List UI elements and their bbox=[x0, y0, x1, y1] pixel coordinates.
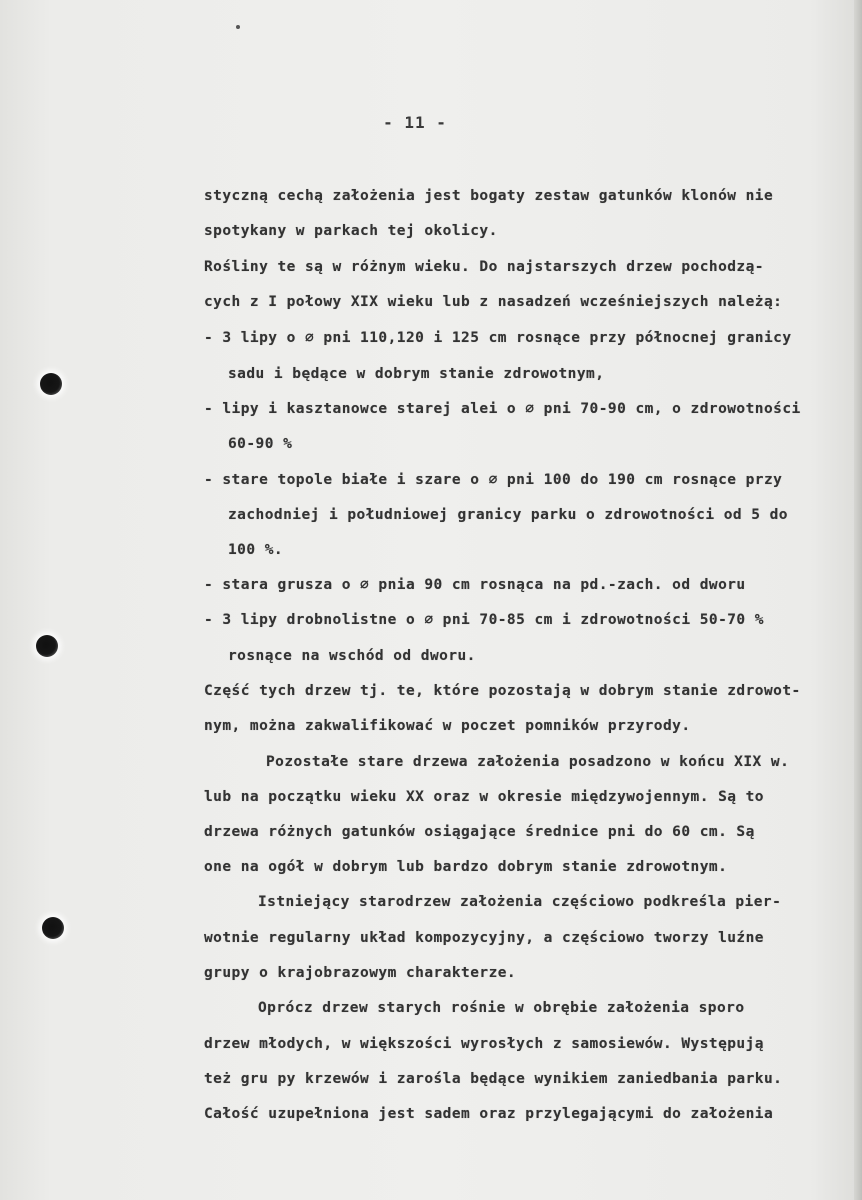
text-line: - lipy i kasztanowce starej alei o ∅ pni 70-90 cm, o zdrowotności bbox=[204, 401, 801, 417]
punch-hole-top bbox=[40, 373, 62, 395]
text-line: też gru py krzewów i zarośla będące wynikiem zaniedbania parku. bbox=[204, 1071, 783, 1087]
text-line: 60-90 % bbox=[228, 436, 293, 452]
punch-hole-bottom bbox=[42, 917, 64, 939]
text-line: drzewa różnych gatunków osiągające średnice pni do 60 cm. Są bbox=[204, 824, 755, 840]
text-line: 100 %. bbox=[228, 542, 284, 558]
text-line: wotnie regularny układ kompozycyjny, a częściowo tworzy luźne bbox=[204, 930, 764, 946]
text-line: Rośliny te są w różnym wieku. Do najstarszych drzew pochodzą- bbox=[204, 259, 764, 275]
text-line: nym, można zakwalifikować w poczet pomników przyrody. bbox=[204, 718, 691, 734]
punch-hole-middle bbox=[36, 635, 58, 657]
text-line: - 3 lipy o ∅ pni 110,120 i 125 cm rosnące przy północnej granicy bbox=[204, 330, 792, 346]
text-line: drzew młodych, w większości wyrosłych z samosiewów. Występują bbox=[204, 1036, 764, 1052]
text-line: Istniejący starodrzew założenia częściowo podkreśla pier- bbox=[258, 894, 782, 910]
text-line: Pozostałe stare drzewa założenia posadzono w końcu XIX w. bbox=[266, 754, 790, 770]
text-line: sadu i będące w dobrym stanie zdrowotnym, bbox=[228, 366, 605, 382]
text-line: rosnące na wschód od dworu. bbox=[228, 648, 476, 664]
text-line: Całość uzupełniona jest sadem oraz przylegającymi do założenia bbox=[204, 1106, 774, 1122]
text-line: Część tych drzew tj. te, które pozostają w dobrym stanie zdrowot- bbox=[204, 683, 801, 699]
text-line: - stare topole białe i szare o ∅ pni 100 do 190 cm rosnące przy bbox=[204, 472, 783, 488]
text-line: - stara grusza o ∅ pnia 90 cm rosnąca na pd.-zach. od dworu bbox=[204, 577, 746, 593]
text-line: - 3 lipy drobnolistne o ∅ pni 70-85 cm i zdrowotności 50-70 % bbox=[204, 612, 764, 628]
text-line: zachodniej i południowej granicy parku o zdrowotności od 5 do bbox=[228, 507, 788, 523]
text-line: lub na początku wieku XX oraz w okresie międzywojennym. Są to bbox=[204, 789, 764, 805]
text-line: styczną cechą założenia jest bogaty zestaw gatunków klonów nie bbox=[204, 188, 774, 204]
text-line: grupy o krajobrazowym charakterze. bbox=[204, 965, 517, 981]
page-number: - 11 - bbox=[383, 113, 447, 132]
text-line: one na ogół w dobrym lub bardzo dobrym stanie zdrowotnym. bbox=[204, 859, 728, 875]
page-edge bbox=[854, 0, 862, 1200]
speck bbox=[236, 25, 240, 29]
text-line: cych z I połowy XIX wieku lub z nasadzeń wcześniejszych należą: bbox=[204, 294, 783, 310]
text-line: Oprócz drzew starych rośnie w obrębie założenia sporo bbox=[258, 1000, 745, 1016]
text-line: spotykany w parkach tej okolicy. bbox=[204, 223, 498, 239]
